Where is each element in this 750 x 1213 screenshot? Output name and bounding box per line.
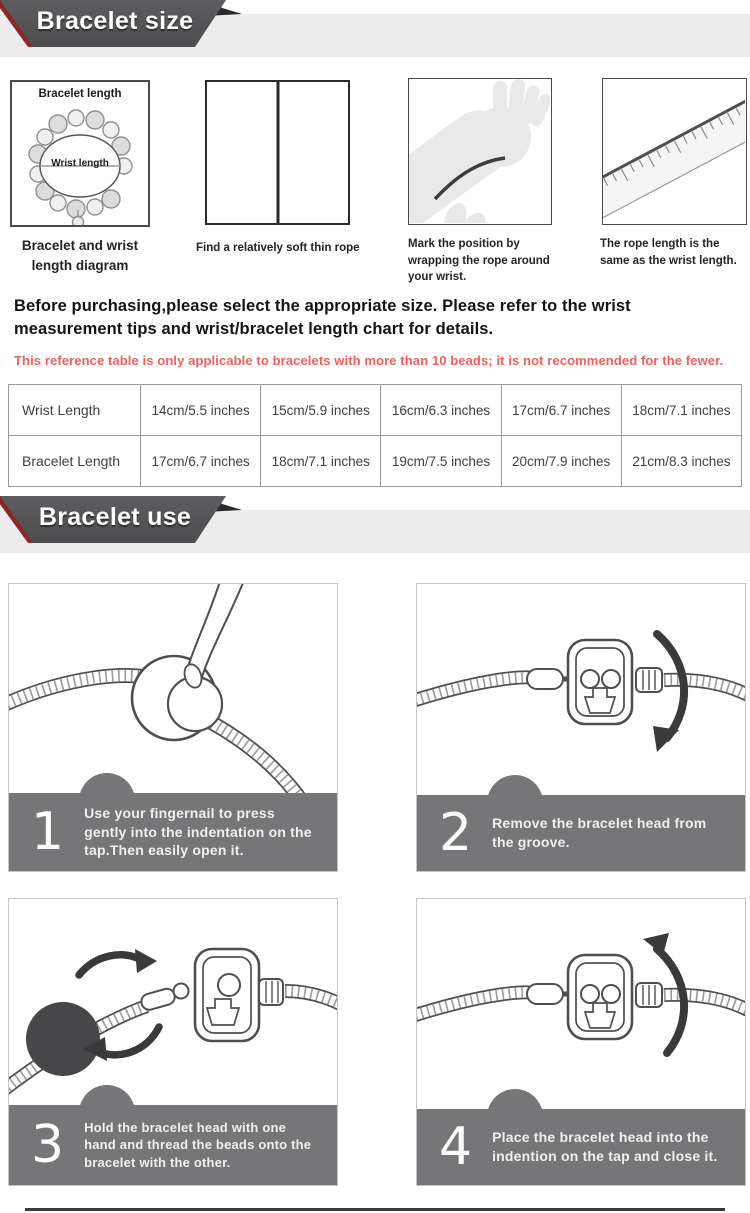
step-number: 2 bbox=[439, 803, 473, 863]
table-cell: 18cm/7.1 inches bbox=[621, 385, 741, 436]
bead-icon bbox=[26, 1002, 100, 1076]
table-cell: 19cm/7.5 inches bbox=[381, 436, 501, 487]
rope-box bbox=[205, 80, 350, 225]
table-row bbox=[9, 385, 742, 436]
ruler-box bbox=[602, 78, 747, 225]
hand-wrist-illustration bbox=[409, 79, 550, 223]
press-clasp-illustration bbox=[9, 584, 337, 798]
table-cell: 15cm/5.9 inches bbox=[261, 385, 381, 436]
step-caption-bar bbox=[9, 1105, 337, 1185]
step-text: Use your fingernail to press gently into the indentation on the tap.Then easily open it. bbox=[84, 804, 312, 859]
wrap-wrist-box bbox=[408, 78, 552, 225]
table-cell: 18cm/7.1 inches bbox=[261, 436, 381, 487]
step-number: 3 bbox=[31, 1115, 65, 1175]
warning-text: This reference table is only applicable to bracelets with more than 10 beads; it is not recommended for the fewer. bbox=[14, 353, 724, 368]
step-panel-1 bbox=[8, 583, 338, 872]
intro-text: Before purchasing,please select the appropriate size. Please refer to the wrist measurement tips and wrist/bracelet length chart for details. bbox=[14, 297, 631, 339]
table-cell: 17cm/6.7 inches bbox=[501, 385, 621, 436]
table-cell: 21cm/8.3 inches bbox=[621, 436, 741, 487]
table-cell: 14cm/5.5 inches bbox=[141, 385, 261, 436]
thread-bead-illustration bbox=[9, 899, 337, 1111]
row-header: Wrist Length bbox=[9, 385, 141, 436]
step-text: Remove the bracelet head from the groove. bbox=[492, 815, 707, 850]
section-title: Bracelet size bbox=[36, 7, 194, 35]
rope-caption: Find a relatively soft thin rope bbox=[196, 242, 360, 254]
wrist-length-label: Wrist length bbox=[51, 158, 109, 169]
step-text: Place the bracelet head into the indention on the tap and close it. bbox=[492, 1129, 718, 1164]
step-panel-2 bbox=[416, 583, 746, 872]
step-number: 1 bbox=[31, 802, 65, 862]
step-caption-bar bbox=[9, 793, 337, 871]
step-number: 4 bbox=[439, 1117, 473, 1177]
step-caption-bar bbox=[417, 1109, 745, 1185]
rotate-arrow-icon bbox=[79, 955, 143, 975]
bottom-divider bbox=[25, 1208, 725, 1211]
step-panel-3 bbox=[8, 898, 338, 1186]
table-row bbox=[9, 436, 742, 487]
ruler-caption: The rope length is the same as the wrist length. bbox=[600, 238, 737, 267]
step-text: Hold the bracelet head with one hand and thread the beads onto the bracelet with the other. bbox=[84, 1119, 312, 1170]
bracelet-length-label: Bracelet length bbox=[38, 88, 122, 100]
row-header: Bracelet Length bbox=[9, 436, 141, 487]
size-table bbox=[8, 384, 742, 487]
ruler-illustration bbox=[603, 79, 745, 223]
rope-illustration bbox=[276, 82, 279, 223]
diagram-caption: Bracelet and wrist length diagram bbox=[21, 238, 139, 273]
step-panel-4 bbox=[416, 898, 746, 1186]
table-cell: 17cm/6.7 inches bbox=[141, 436, 261, 487]
wrap-caption: Mark the position by wrapping the rope around your wrist. bbox=[408, 238, 550, 284]
bracelet-illustration bbox=[12, 82, 148, 225]
bracelet-use-banner bbox=[0, 496, 244, 543]
step-caption-bar bbox=[417, 795, 745, 871]
bracelet-size-banner bbox=[0, 0, 244, 47]
table-cell: 16cm/6.3 inches bbox=[381, 385, 501, 436]
section-title: Bracelet use bbox=[38, 503, 192, 531]
open-clasp-illustration bbox=[417, 584, 745, 798]
table-cell: 20cm/7.9 inches bbox=[501, 436, 621, 487]
close-clasp-illustration bbox=[417, 899, 745, 1111]
bracelet-diagram-box bbox=[10, 80, 150, 227]
